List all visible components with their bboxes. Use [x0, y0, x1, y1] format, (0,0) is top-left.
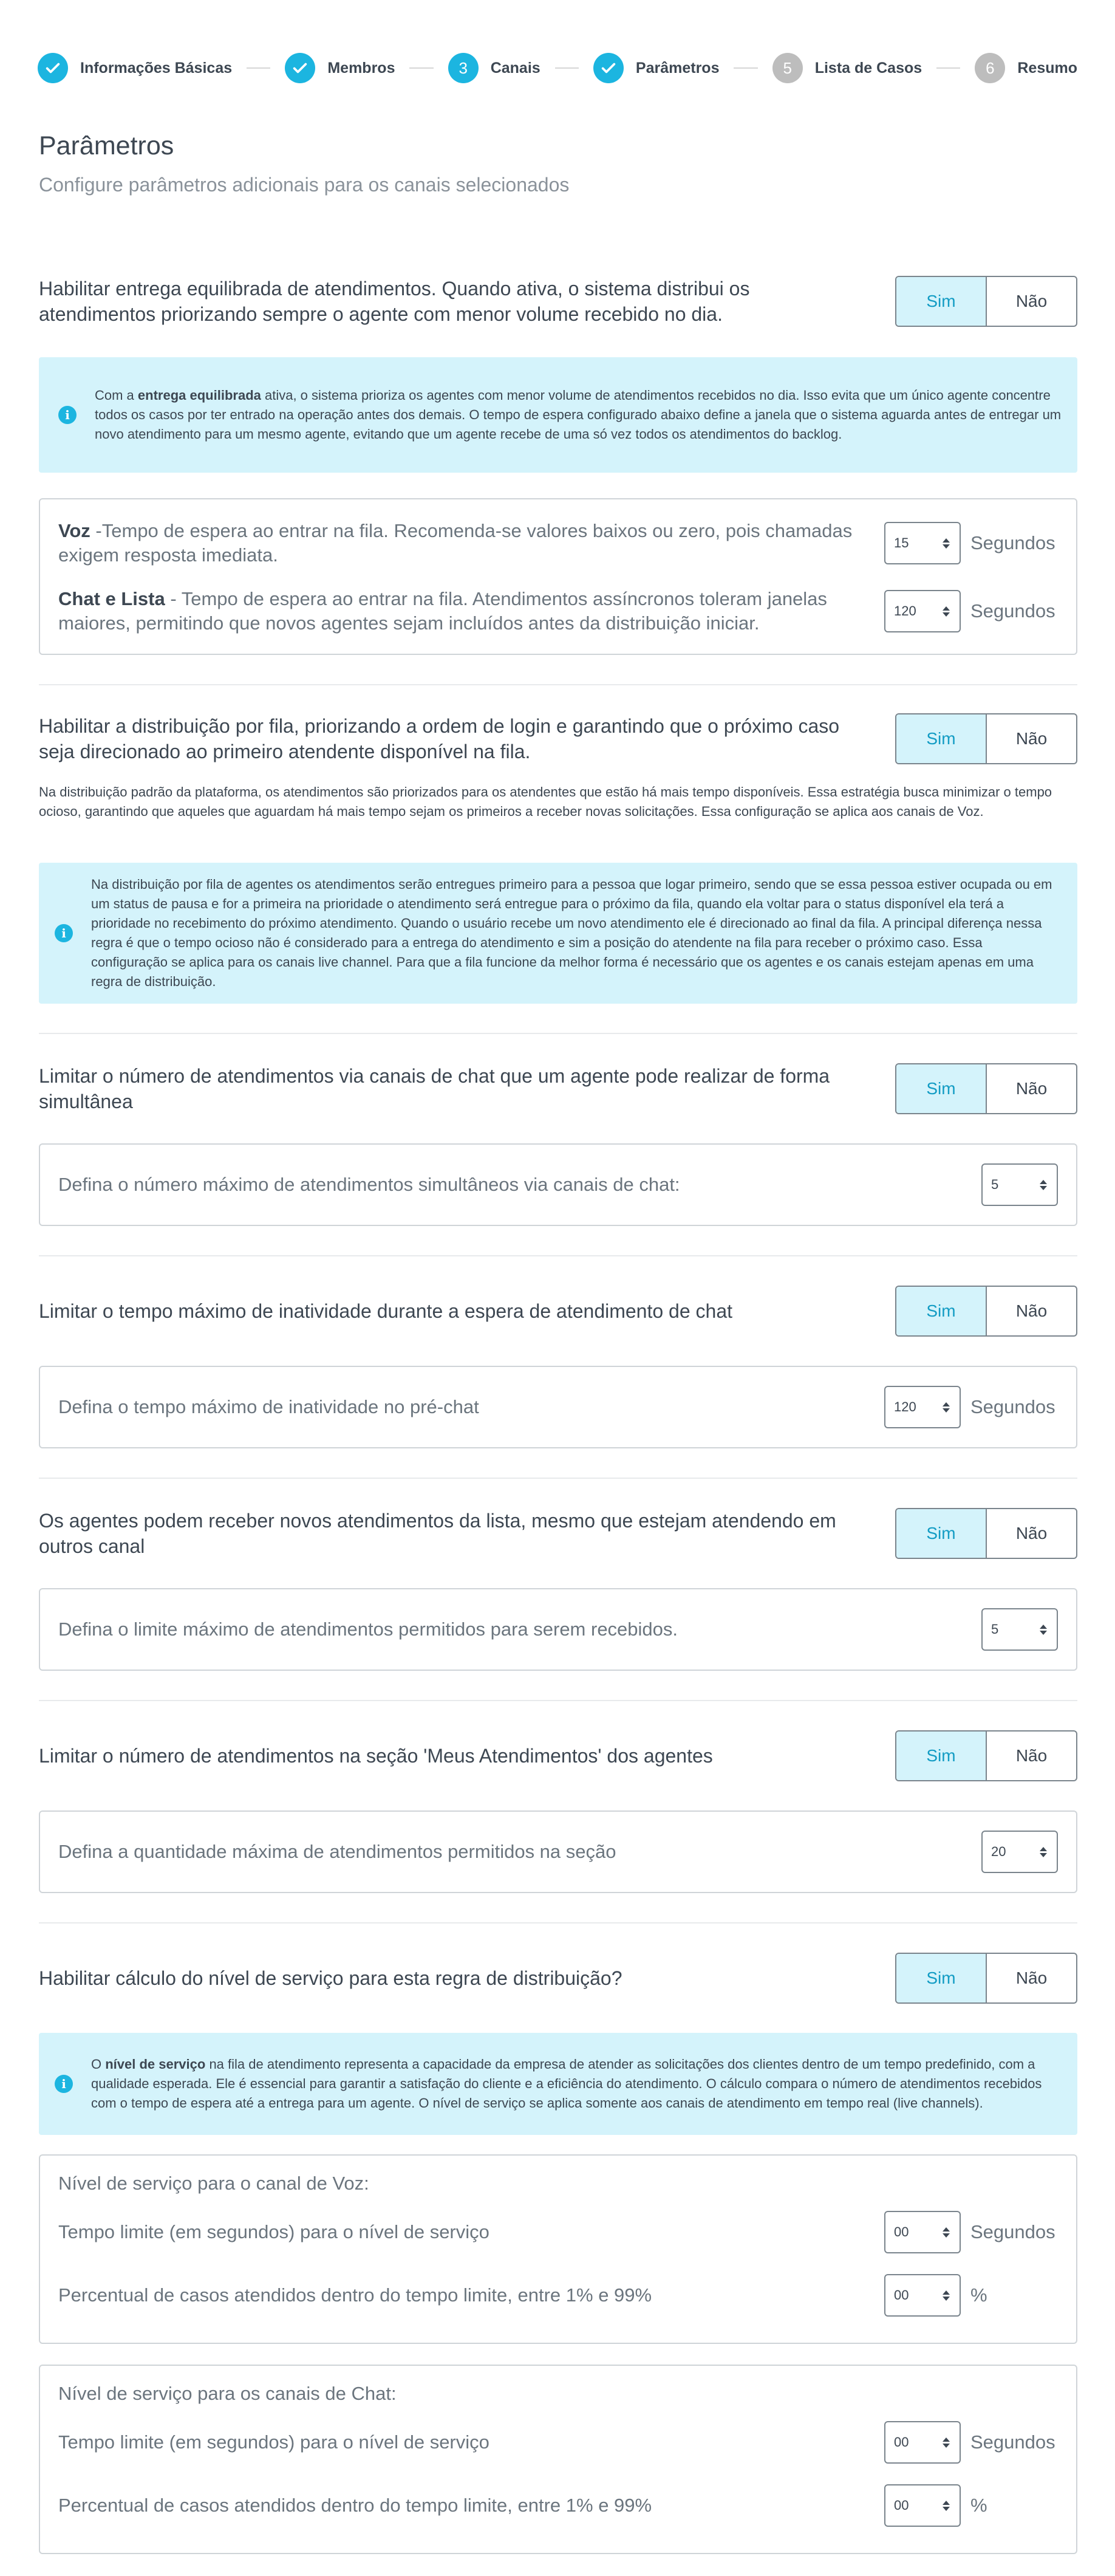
divider: [39, 1700, 1077, 1701]
step-number: 3: [448, 53, 479, 83]
toggle-yes-button[interactable]: Sim: [896, 277, 987, 326]
unit-label: Segundos: [970, 532, 1055, 553]
toggle-yes-button[interactable]: Sim: [896, 1954, 987, 2002]
toggle-yes-button[interactable]: Sim: [896, 1064, 987, 1113]
voice-percent-label: Percentual de casos atendidos dentro do tempo limite, entre 1% e 99%: [58, 2284, 652, 2306]
my-cases-card: [39, 1810, 1077, 1893]
info-icon: i: [55, 924, 73, 942]
wait-time-card: [39, 498, 1077, 655]
info-icon: i: [55, 2075, 73, 2093]
toggle-no-button[interactable]: Não: [1015, 1079, 1048, 1098]
list-receive-question: Os agentes podem receber novos atendimentos da lista, mesmo que estejam atendendo em outros canal: [39, 1510, 836, 1557]
unit-label: Segundos: [970, 1396, 1055, 1417]
check-icon: [285, 53, 315, 83]
voice-wait-label: Voz -Tempo de espera ao entrar na fila. Recomenda-se valores baixos ou zero, pois chamadas exigem resposta imediata.: [58, 520, 853, 566]
divider: [39, 1922, 1077, 1923]
info-icon: i: [58, 406, 77, 424]
my-cases-toggle: [895, 1730, 1077, 1781]
chat-limit-toggle: [895, 1063, 1077, 1114]
my-cases-section: [39, 1730, 1077, 1781]
toggle-yes-button[interactable]: Sim: [896, 1287, 987, 1335]
balanced-delivery-section: [39, 276, 1077, 327]
info-text: Na distribuição por fila de agentes os atendimentos serão entregues primeiro para a pessoa que logar primeiro, sendo que se essa pessoa estiver ocupada ou em um status de pausa e for a primeira na prioridade o atendimento será entregue para o próximo da fila, quando ela voltar para o status disponível ela terá a prioridade no recebimento do próximo atendimento. Quando o usuário recebe um novo atendimento ele é direcionado ao final da fila. A principal diferença nessa regra é que o tempo ocioso não é considerado para a entrega do atendimento e sim a posição do atendente na fila para receber o próximo caso. Essa configuração se aplica para os canais live channel. Para que a fila funcione da melhor forma é necessário que os agentes e os canais estejam apenas em uma regra de distribuição.: [91, 877, 1052, 989]
unit-label: %: [970, 2284, 987, 2306]
inactivity-label: Defina o tempo máximo de inatividade no pré-chat: [58, 1396, 479, 1417]
chat-limit-card: [39, 1143, 1077, 1226]
check-icon: [38, 53, 68, 83]
chat-limit-section: [39, 1063, 1077, 1114]
toggle-yes-button[interactable]: Sim: [896, 714, 987, 763]
list-receive-toggle: [895, 1508, 1077, 1559]
inactivity-question: Limitar o tempo máximo de inatividade durante a espera de atendimento de chat: [39, 1300, 733, 1322]
step-label: Membros: [327, 59, 395, 77]
voice-time-limit-label: Tempo limite (em segundos) para o nível de serviço: [58, 2221, 489, 2242]
info-text: Com a entrega equilibrada ativa, o sistema prioriza os agentes com menor volume de atendimentos recebidos no dia. Isso evita que um único agente concentre todos os casos por ter entrado na operação antes dos demais. O tempo de espera configurado abaixo define a janela que o sistema aguarda antes de entregar um novo atendimento para um mesmo agente, evitando que um agente recebe de uma só vez todos os atendimentos do backlog.: [95, 388, 1062, 442]
stepper: [38, 51, 1077, 85]
chat-limit-question: Limitar o número de atendimentos via canais de chat que um agente pode realizar de forma simultânea: [39, 1065, 830, 1112]
inactivity-stepper[interactable]: 120: [884, 1386, 961, 1428]
step-parametros[interactable]: [593, 53, 720, 83]
sort-arrows-icon: [1040, 1625, 1047, 1635]
chat-percent-label: Percentual de casos atendidos dentro do tempo limite, entre 1% e 99%: [58, 2495, 652, 2516]
step-connector: [247, 67, 270, 69]
step-label: Lista de Casos: [814, 59, 922, 77]
unit-label: Segundos: [970, 2431, 1055, 2453]
sort-arrows-icon: [943, 2501, 950, 2511]
info-text: O nível de serviço na fila de atendimento representa a capacidade da empresa de atender as solicitações dos clientes dentro de um tempo predefinido, com a qualidade esperada. Ele é essencial para garantir a satisfação do cliente e a eficiência do atendimento. O cálculo compara o número de atendimentos recebidos com o tempo de espera até a entrega para um agente. O nível de serviço se aplica somente aos canais de atendimento em tempo real (live channels).: [91, 2057, 1042, 2111]
queue-distribution-info: [39, 863, 1077, 1004]
chat-percent-stepper[interactable]: 00: [884, 2484, 961, 2527]
divider: [39, 684, 1077, 685]
list-receive-stepper[interactable]: 5: [981, 1608, 1058, 1651]
chat-time-limit-stepper[interactable]: 00: [884, 2421, 961, 2464]
toggle-no-button[interactable]: Não: [1015, 1968, 1048, 1987]
service-level-voice-card: [39, 2154, 1077, 2344]
step-label: Canais: [490, 59, 540, 77]
chat-wait-label: Chat e Lista - Tempo de espera ao entrar na fila. Atendimentos assíncronos toleram janelas maiores, permitindo que novos agentes sejam incluídos antes da distribuição iniciar.: [58, 588, 827, 634]
queue-distribution-section: [39, 713, 1077, 764]
service-level-info: [39, 2033, 1077, 2135]
service-level-chat-card: [39, 2365, 1077, 2554]
divider: [39, 1478, 1077, 1479]
service-level-section: [39, 1953, 1077, 2004]
unit-label: Segundos: [970, 600, 1055, 622]
toggle-no-button[interactable]: Não: [1015, 292, 1048, 310]
sort-arrows-icon: [943, 1402, 950, 1413]
chat-limit-stepper[interactable]: 5: [981, 1163, 1058, 1206]
page-subtitle: Configure parâmetros adicionais para os canais selecionados: [39, 174, 570, 196]
toggle-yes-button[interactable]: Sim: [896, 1732, 987, 1780]
chat-time-limit-label: Tempo limite (em segundos) para o nível de serviço: [58, 2431, 489, 2453]
toggle-yes-button[interactable]: Sim: [896, 1509, 987, 1558]
sort-arrows-icon: [943, 606, 950, 617]
step-membros[interactable]: [285, 53, 395, 83]
service-level-voice-title: Nível de serviço para o canal de Voz:: [58, 2173, 369, 2194]
unit-label: %: [970, 2495, 987, 2516]
list-receive-card: [39, 1588, 1077, 1671]
step-number: 5: [772, 53, 803, 83]
step-lista-de-casos[interactable]: [772, 53, 922, 83]
check-icon: [593, 53, 624, 83]
service-level-chat-title: Nível de serviço para os canais de Chat:: [58, 2383, 397, 2404]
step-canais[interactable]: [448, 53, 540, 83]
step-resumo[interactable]: [975, 53, 1077, 83]
queue-distribution-question: Habilitar a distribuição por fila, priorizando a ordem de login e garantindo que o próximo caso seja direcionado ao primeiro atendente disponível na fila.: [39, 715, 840, 762]
voice-percent-stepper[interactable]: 00: [884, 2274, 961, 2317]
queue-distribution-toggle: [895, 713, 1077, 764]
step-connector: [734, 67, 757, 69]
balanced-delivery-question: Habilitar entrega equilibrada de atendimentos. Quando ativa, o sistema distribui os atendimentos priorizando sempre o agente com menor volume recebido no dia.: [39, 278, 750, 325]
toggle-no-button[interactable]: Não: [1015, 729, 1048, 748]
voice-wait-stepper[interactable]: 15: [884, 522, 961, 564]
sort-arrows-icon: [943, 538, 950, 549]
sort-arrows-icon: [1040, 1847, 1047, 1857]
sort-arrows-icon: [943, 2290, 950, 2301]
divider: [39, 1255, 1077, 1256]
balanced-delivery-toggle: [895, 276, 1077, 327]
sort-arrows-icon: [943, 2437, 950, 2448]
chat-limit-label: Defina o número máximo de atendimentos simultâneos via canais de chat:: [58, 1174, 680, 1195]
step-connector: [555, 67, 579, 69]
unit-label: Segundos: [970, 2221, 1055, 2242]
toggle-no-button[interactable]: Não: [1015, 1746, 1048, 1765]
step-informacoes-basicas[interactable]: [38, 53, 232, 83]
step-connector: [936, 67, 960, 69]
my-cases-question: Limitar o número de atendimentos na seção 'Meus Atendimentos' dos agentes: [39, 1745, 713, 1767]
step-connector: [409, 67, 433, 69]
page-title: Parâmetros: [39, 131, 174, 160]
my-cases-stepper[interactable]: 20: [981, 1831, 1058, 1873]
sort-arrows-icon: [1040, 1180, 1047, 1190]
service-level-question: Habilitar cálculo do nível de serviço para esta regra de distribuição?: [39, 1967, 622, 1989]
inactivity-toggle: [895, 1286, 1077, 1337]
queue-distribution-description: Na distribuição padrão da plataforma, os atendimentos são priorizados para os atendentes que estão há mais tempo disponíveis. Essa estratégia busca minimizar o tempo ocioso, garantindo que aqueles que aguardam há mais tempo sejam os primeiros a receber novas solicitações. Essa configuração se aplica aos canais de Voz.: [39, 784, 1052, 819]
voice-time-limit-stepper[interactable]: 00: [884, 2211, 961, 2253]
list-receive-section: [39, 1508, 1077, 1559]
service-level-toggle: [895, 1953, 1077, 2004]
list-receive-label: Defina o limite máximo de atendimentos permitidos para serem recebidos.: [58, 1619, 678, 1640]
step-label: Informações Básicas: [80, 59, 233, 77]
inactivity-card: [39, 1366, 1077, 1448]
step-label: Parâmetros: [635, 59, 720, 77]
inactivity-section: [39, 1286, 1077, 1337]
step-number: 6: [975, 53, 1005, 83]
step-label: Resumo: [1017, 59, 1078, 77]
divider: [39, 1033, 1077, 1034]
toggle-no-button[interactable]: Não: [1015, 1301, 1048, 1320]
balanced-delivery-info: [39, 357, 1077, 473]
sort-arrows-icon: [943, 2227, 950, 2238]
chat-wait-stepper[interactable]: 120: [884, 590, 961, 632]
toggle-no-button[interactable]: Não: [1015, 1524, 1048, 1543]
my-cases-label: Defina a quantidade máxima de atendimentos permitidos na seção: [58, 1841, 616, 1862]
